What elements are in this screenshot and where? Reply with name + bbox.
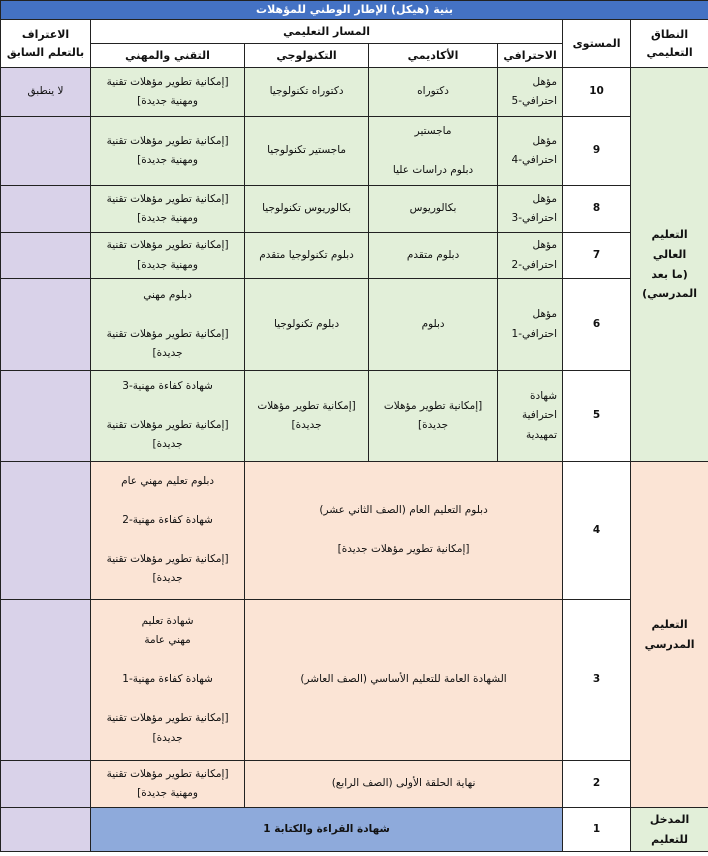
vocational-cell: [إمكانية تطوير مؤهلات تقنية ومهنية جديدة] (91, 761, 245, 808)
professional-cell: مؤهل احترافي-4 (498, 117, 563, 186)
level-cell: 6 (563, 279, 631, 371)
academic-cell: بكالوريوس (369, 186, 498, 233)
header-academic: الأكاديمي (369, 44, 498, 68)
academic-cell: [إمكانية تطوير مؤهلات جديدة] (369, 371, 498, 462)
level-cell: 2 (563, 761, 631, 808)
vocational-cell: شهادة كفاءة مهنية-3 [إمكانية تطوير مؤهلات تقنية جديدة] (91, 371, 245, 462)
technological-cell: بكالوريوس تكنولوجيا (245, 186, 369, 233)
rpl-cell (1, 279, 91, 371)
level-cell: 1 (563, 808, 631, 852)
academic-cell: ماجستير دبلوم دراسات عليا (369, 117, 498, 186)
header-vocational: التقني والمهني (91, 44, 245, 68)
header-zone: النطاق التعليمي (631, 20, 708, 68)
zone-higher-education: التعليم العالي (ما بعد المدرسي) (631, 68, 708, 462)
level-cell: 7 (563, 233, 631, 279)
level-cell: 10 (563, 68, 631, 117)
rpl-cell (1, 186, 91, 233)
rpl-cell (1, 808, 91, 852)
professional-cell: مؤهل احترافي-5 (498, 68, 563, 117)
general-education-cell: الشهادة العامة للتعليم الأساسي (الصف العاشر) (245, 600, 563, 761)
level-cell: 5 (563, 371, 631, 462)
zone-entry-education: المدخل للتعليم (631, 808, 708, 852)
general-education-cell: نهاية الحلقة الأولى (الصف الرابع) (245, 761, 563, 808)
technological-cell: دكتوراه تكنولوجيا (245, 68, 369, 117)
rpl-cell (1, 761, 91, 808)
level-cell: 8 (563, 186, 631, 233)
technological-cell: دبلوم تكنولوجيا (245, 279, 369, 371)
vocational-cell: [إمكانية تطوير مؤهلات تقنية ومهنية جديدة] (91, 186, 245, 233)
header-technological: التكنولوجي (245, 44, 369, 68)
table-title: بنية (هيكل) الإطار الوطني للمؤهلات (1, 1, 708, 20)
technological-cell: دبلوم تكنولوجيا متقدم (245, 233, 369, 279)
academic-cell: دكتوراه (369, 68, 498, 117)
professional-cell: مؤهل احترافي-2 (498, 233, 563, 279)
academic-cell: دبلوم متقدم (369, 233, 498, 279)
rpl-cell (1, 462, 91, 600)
vocational-cell: [إمكانية تطوير مؤهلات تقنية ومهنية جديدة] (91, 68, 245, 117)
rpl-cell (1, 117, 91, 186)
literacy-certificate-cell: شهادة القراءة والكتابة 1 (91, 808, 563, 852)
rpl-cell (1, 600, 91, 761)
header-path: المسار التعليمي (91, 20, 563, 44)
level-cell: 4 (563, 462, 631, 600)
vocational-cell: شهادة تعليم مهني عامة شهادة كفاءة مهنية-1 [إمكانية تطوير مؤهلات تقنية جديدة] (91, 600, 245, 761)
technological-cell: ماجستير تكنولوجيا (245, 117, 369, 186)
general-education-cell: دبلوم التعليم العام (الصف الثاني عشر) [إمكانية تطوير مؤهلات جديدة] (245, 462, 563, 600)
professional-cell: شهادة احترافية تمهيدية (498, 371, 563, 462)
vocational-cell: دبلوم مهني [إمكانية تطوير مؤهلات تقنية جديدة] (91, 279, 245, 371)
technological-cell: [إمكانية تطوير مؤهلات جديدة] (245, 371, 369, 462)
rpl-cell (1, 233, 91, 279)
header-professional: الاحترافي (498, 44, 563, 68)
level-cell: 3 (563, 600, 631, 761)
vocational-cell: [إمكانية تطوير مؤهلات تقنية ومهنية جديدة] (91, 117, 245, 186)
level-cell: 9 (563, 117, 631, 186)
professional-cell: مؤهل احترافي-1 (498, 279, 563, 371)
header-level: المستوى (563, 20, 631, 68)
rpl-cell: لا ينطبق (1, 68, 91, 117)
zone-school-education: التعليم المدرسي (631, 462, 708, 808)
vocational-cell: [إمكانية تطوير مؤهلات تقنية ومهنية جديدة] (91, 233, 245, 279)
professional-cell: مؤهل احترافي-3 (498, 186, 563, 233)
header-rpl: الاعتراف بالتعلم السابق (1, 20, 91, 68)
vocational-cell: دبلوم تعليم مهني عام شهادة كفاءة مهنية-2 [إمكانية تطوير مؤهلات تقنية جديدة] (91, 462, 245, 600)
academic-cell: دبلوم (369, 279, 498, 371)
rpl-cell (1, 371, 91, 462)
